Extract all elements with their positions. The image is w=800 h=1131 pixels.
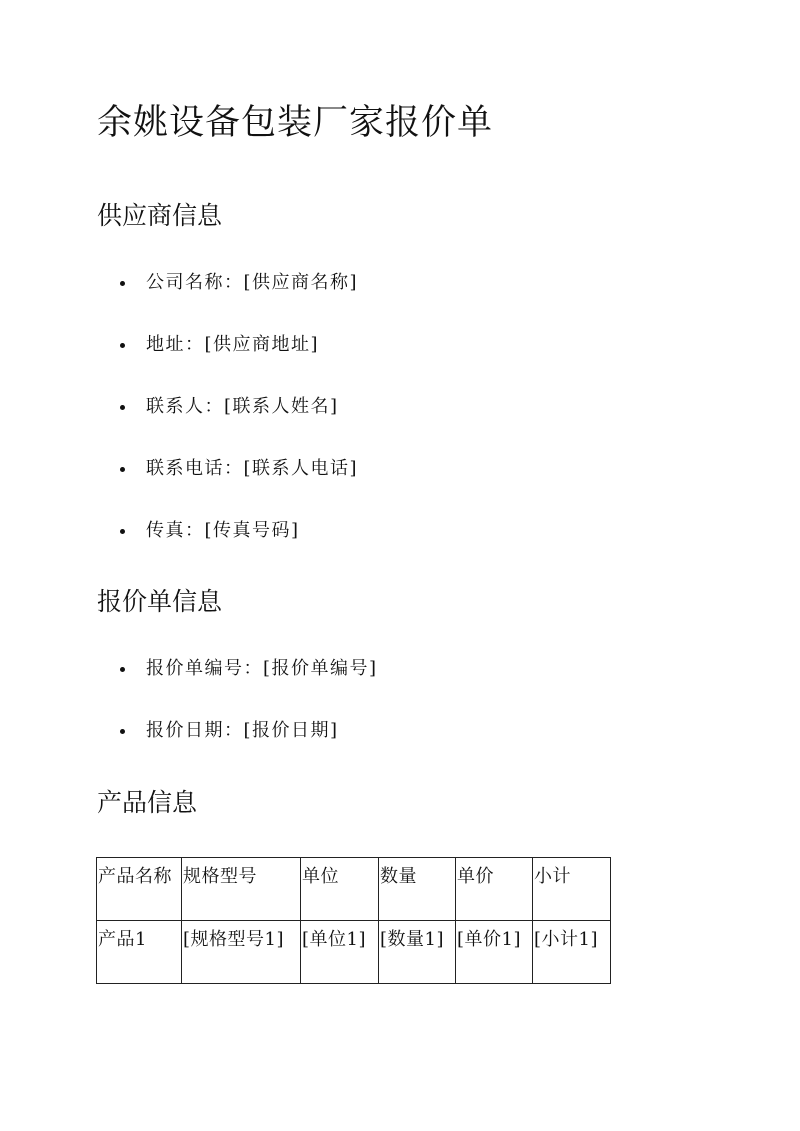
header-product-name: 产品名称	[97, 858, 182, 921]
header-unit-price: 单价	[456, 858, 533, 921]
bullet-icon	[120, 467, 125, 472]
bullet-icon	[120, 343, 125, 348]
cell-unit-price: [单价1]	[456, 921, 533, 984]
bullet-icon	[120, 529, 125, 534]
list-item-text: 联系人：[联系人姓名]	[146, 396, 339, 417]
list-item-text: 公司名称：[供应商名称]	[146, 272, 359, 293]
header-subtotal: 小计	[533, 858, 611, 921]
header-unit: 单位	[301, 858, 379, 921]
supplier-section-heading: 供应商信息	[97, 201, 223, 230]
cell-spec-model: [规格型号1]	[182, 921, 301, 984]
list-item-text: 联系电话：[联系人电话]	[146, 458, 359, 479]
list-item-text: 地址：[供应商地址]	[146, 334, 320, 355]
document-title: 余姚设备包装厂家报价单	[97, 103, 494, 143]
table-header-row	[97, 858, 611, 921]
list-item-text: 报价日期：[报价日期]	[146, 720, 339, 741]
product-section-heading: 产品信息	[97, 788, 198, 817]
cell-unit: [单位1]	[301, 921, 379, 984]
cell-quantity: [数量1]	[379, 921, 456, 984]
table-row	[97, 921, 611, 984]
list-item-text: 报价单编号：[报价单编号]	[146, 658, 378, 679]
bullet-icon	[120, 281, 125, 286]
quote-section-heading: 报价单信息	[97, 587, 223, 616]
bullet-icon	[120, 405, 125, 410]
cell-subtotal: [小计1]	[533, 921, 611, 984]
header-spec-model: 规格型号	[182, 858, 301, 921]
product-table	[96, 857, 611, 984]
list-item-text: 传真：[传真号码]	[146, 520, 300, 541]
bullet-icon	[120, 667, 125, 672]
bullet-icon	[120, 729, 125, 734]
header-quantity: 数量	[379, 858, 456, 921]
cell-product-name: 产品1	[97, 921, 182, 984]
